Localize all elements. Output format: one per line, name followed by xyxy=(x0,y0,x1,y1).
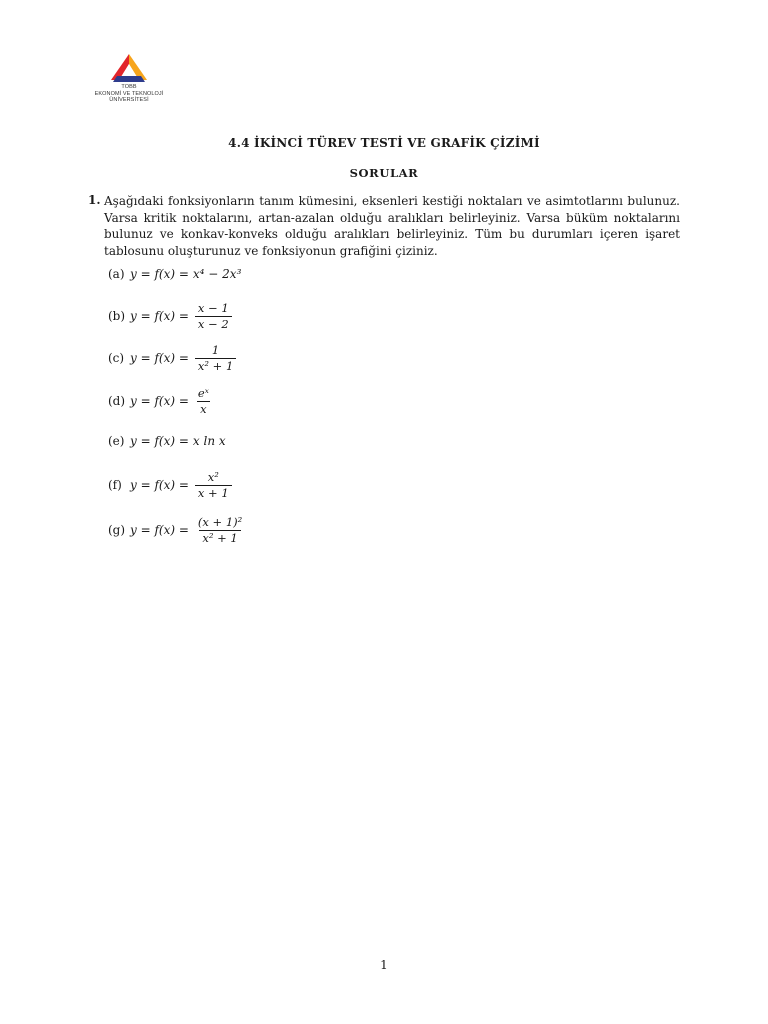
problem-item-f xyxy=(108,465,234,505)
fraction-denominator: x xyxy=(197,401,210,416)
section-title: SORULAR xyxy=(349,166,419,180)
university-logo xyxy=(88,52,170,116)
problem-item-a xyxy=(108,254,241,294)
item-lhs: y = f(x) = xyxy=(130,434,189,448)
page-number: 1 xyxy=(380,958,388,972)
item-lhs: y = f(x) = xyxy=(130,478,189,492)
problem-item-e xyxy=(108,421,226,461)
fraction-denominator: x − 2 xyxy=(195,316,232,331)
item-label: (c) xyxy=(108,351,125,365)
item-label: (a) xyxy=(108,267,125,281)
item-fraction xyxy=(195,344,236,373)
page-title: 4.4 İKİNCİ TÜREV TESTİ VE GRAFİK ÇİZİMİ xyxy=(228,136,540,150)
fraction-numerator: (x + 1)² xyxy=(197,514,243,529)
fraction-numerator: 1 xyxy=(211,342,220,357)
logo-line: EKONOMİ VE TEKNOLOJİ xyxy=(94,90,164,97)
problem-item-c xyxy=(108,338,238,378)
problem-item-g xyxy=(108,510,247,550)
fraction-numerator: x² xyxy=(207,469,219,484)
item-label: (e) xyxy=(108,434,125,448)
problem-item-b xyxy=(108,296,234,336)
question-number: 1. xyxy=(88,193,101,207)
logo-text xyxy=(88,84,170,104)
item-lhs: y = f(x) = xyxy=(130,523,189,537)
item-label: (f) xyxy=(108,478,122,492)
logo-line: TOBB xyxy=(121,84,137,90)
item-fraction xyxy=(195,302,232,331)
item-expression: x⁴ − 2x³ xyxy=(192,267,242,281)
item-label: (g) xyxy=(108,523,126,537)
fraction-numerator: x − 1 xyxy=(197,300,229,315)
item-label: (d) xyxy=(108,394,126,408)
logo-triangle-icon xyxy=(107,52,151,84)
fraction-denominator: x² + 1 xyxy=(195,358,236,373)
item-fraction xyxy=(195,516,245,545)
item-lhs: y = f(x) = xyxy=(130,351,189,365)
item-lhs: y = f(x) = xyxy=(130,309,189,323)
item-fraction xyxy=(195,471,232,500)
logo-line: ÜNİVERSİTESİ xyxy=(109,97,149,103)
question-text: Aşağıdaki fonksiyonların tanım kümesini, eksenleri kestiği noktaları ve asimtotlarını bulunuz. Varsa kritik noktalarını, artan-azalan olduğu aralıkları belirleyiniz. Varsa büküm noktalarını bulunuz ve konkav-konveks olduğu aralıkları belirleyiniz. Tüm bu durumları içeren işaret tablosunu oluşturunuz ve fonksiyonun grafiğini çiziniz. xyxy=(104,194,680,258)
item-label: (b) xyxy=(108,309,126,323)
fraction-denominator: x² + 1 xyxy=(199,530,240,545)
item-fraction xyxy=(195,387,212,416)
fraction-numerator: eˣ xyxy=(197,385,209,400)
item-lhs: y = f(x) = xyxy=(130,267,189,281)
item-lhs: y = f(x) = xyxy=(130,394,189,408)
item-expression: x ln x xyxy=(192,434,226,448)
fraction-denominator: x + 1 xyxy=(195,485,232,500)
problem-item-d xyxy=(108,381,214,421)
